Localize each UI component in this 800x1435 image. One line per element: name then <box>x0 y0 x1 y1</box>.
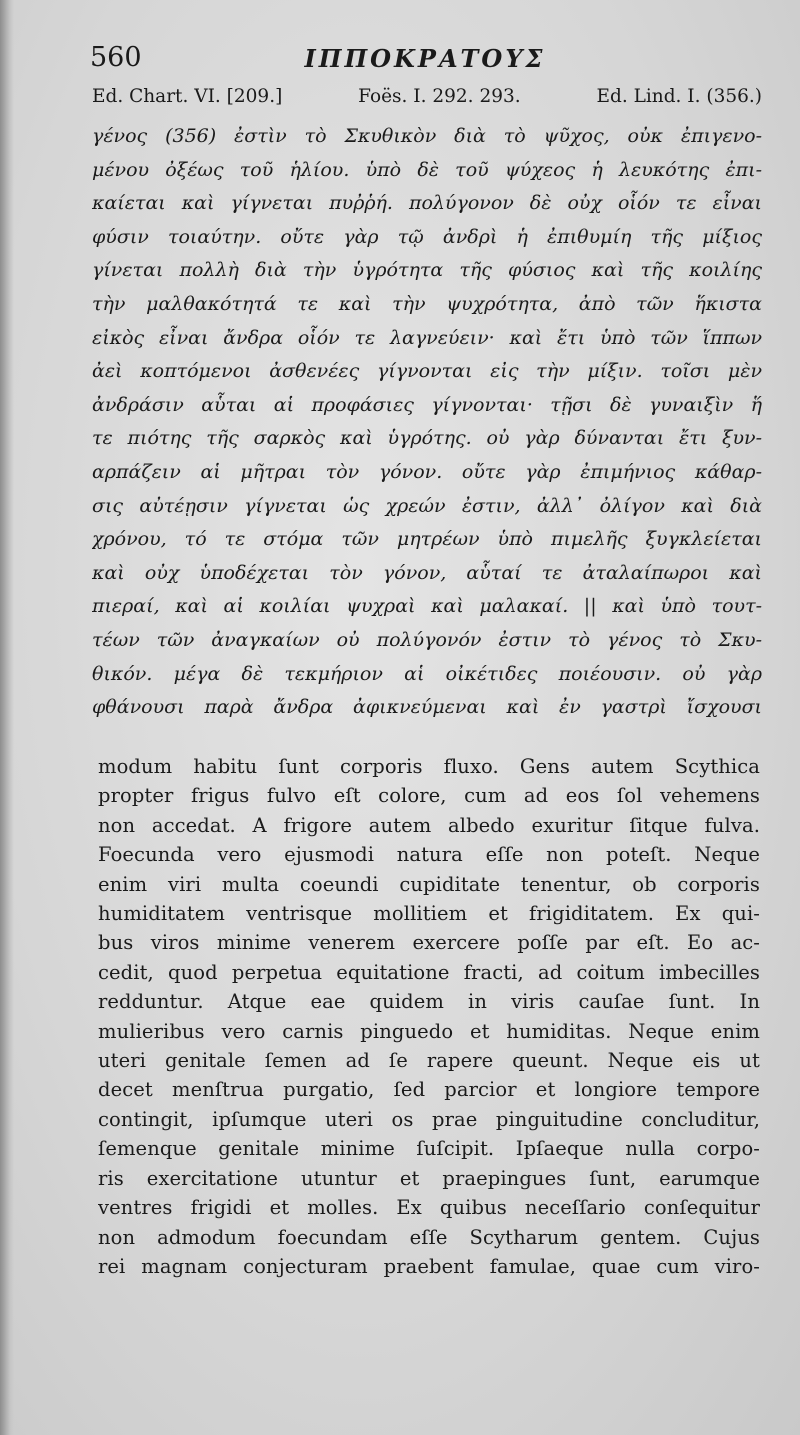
latin-text-line: modum habitu ſunt corporis fluxo. Gens autem Scythica <box>98 755 760 778</box>
latin-text-line: ventres frigidi et molles. Ex quibus neceſſario conſequitur <box>98 1196 760 1220</box>
latin-text-line: bus viros minime venerem exercere poſſe par eſt. Eo ac- <box>98 931 760 955</box>
latin-text-line: mulieribus vero carnis pinguedo et humiditas. Neque enim <box>98 1019 760 1043</box>
greek-text-line: μένου ὀξέως τοῦ ἡλίου. ὑπὸ δὲ τοῦ ψύχεος ἡ λευκότης ἐπι- <box>92 158 762 181</box>
latin-text-line: decet menſtrua purgatio, ſed parcior et longiore tempore <box>98 1078 760 1102</box>
greek-text-line: χρόνου, τό τε στόμα τῶν μητρέων ὑπὸ πιμελῆς ξυγκλείεται <box>92 528 762 551</box>
greek-text-line: φθάνουσι παρὰ ἄνδρα ἀφικνεύμεναι καὶ ἐν γαστρὶ ἴσχουσι <box>92 696 762 719</box>
latin-text-line: ris exercitatione utuntur et praepingues ſunt, earumque <box>98 1166 760 1190</box>
latin-text-line: non admodum foecundam eſſe Scytharum gentem. Cujus <box>98 1225 760 1249</box>
latin-text-line: redduntur. Atque eae quidem in viris cauſae ſunt. In <box>98 990 760 1014</box>
greek-text-line: γένος (356) ἐστὶν τὸ Σκυθικὸν διὰ τὸ ψῦχος, οὐκ ἐπιγενο- <box>92 125 762 147</box>
latin-text-line: uteri genitale ſemen ad ſe rapere queunt. Neque eis ut <box>98 1049 760 1073</box>
greek-text-line: καὶ οὐχ ὑποδέχεται τὸν γόνον, αὗταί τε ἀταλαίπωροι καὶ <box>92 561 762 584</box>
latin-text-line: contingit, ipſumque uteri os prae pinguitudine concluditur, <box>98 1107 760 1131</box>
greek-text-line: θικόν. μέγα δὲ τεκμήριον αἱ οἰκέτιδες ποιέουσιν. οὐ γὰρ <box>92 662 762 685</box>
greek-text-line: αρπάζειν αἱ μῆτραι τὸν γόνον. οὔτε γὰρ ἐπιμήνιος κάθαρ- <box>92 460 762 483</box>
page-number: 560 <box>90 42 142 73</box>
greek-text-line: σις αὐτέῃσιν γίγνεται ὡς χρεών ἐστιν, ἀλλ᾽ ὀλίγον καὶ διὰ <box>92 494 762 517</box>
latin-text-line: ſemenque genitale minime ſuſcipit. Ipſaeque nulla corpo- <box>98 1137 760 1161</box>
latin-text-line: humiditatem ventrisque mollitiem et frigiditatem. Ex qui- <box>98 902 760 926</box>
greek-text-line: φύσιν τοιαύτην. οὔτε γὰρ τῷ ἀνδρὶ ἡ ἐπιθυμίη τῆς μίξιος <box>92 225 762 248</box>
latin-text-block <box>98 752 760 1281</box>
ref-foes: Foës. I. 292. 293. <box>358 86 521 107</box>
greek-text-line: πιεραί, καὶ αἱ κοιλίαι ψυχραὶ καὶ μαλακαί. || καὶ ὑπὸ τουτ- <box>92 595 762 618</box>
greek-text-line: τέων τῶν ἀναγκαίων οὐ πολύγονόν ἐστιν τὸ γένος τὸ Σκυ- <box>92 628 762 651</box>
greek-text-line: τε πιότης τῆς σαρκὸς καὶ ὑγρότης. οὐ γὰρ δύνανται ἔτι ξυν- <box>92 427 762 450</box>
ref-linden: Ed. Lind. I. (356.) <box>596 86 762 107</box>
latin-text-line: non accedat. A frigore autem albedo exuritur ſitque fulva. <box>98 813 760 837</box>
greek-text-line: ἀνδράσιν αὗται αἱ προφάσιες γίγνονται· τῇσι δὲ γυναιξὶν ἥ <box>92 393 762 416</box>
running-title: ΙΠΠΟΚΡΑΤΟΥΣ <box>304 44 546 73</box>
latin-text-line: propter frigus fulvo eſt colore, cum ad eos ſol vehemens <box>98 784 760 808</box>
page-binding-shadow <box>0 0 14 1435</box>
greek-text-line: καίεται καὶ γίγνεται πυῤῥή. πολύγονον δὲ οὐχ οἷόν τε εἶναι <box>92 192 762 215</box>
latin-text-line: cedit, quod perpetua equitatione fracti, ad coitum imbecilles <box>98 960 760 984</box>
latin-text-line: rei magnam conjecturam praebent famulae, quae cum viro- <box>98 1254 760 1278</box>
edition-references <box>92 86 762 107</box>
greek-text-block <box>92 120 762 725</box>
greek-text-line: γίνεται πολλὴ διὰ τὴν ὑγρότητα τῆς φύσιος καὶ τῆς κοιλίης <box>92 259 762 282</box>
latin-text-line: Foecunda vero ejusmodi natura eſſe non poteſt. Neque <box>98 843 760 867</box>
greek-text-line: ἀεὶ κοπτόμενοι ἀσθενέες γίγνονται εἰς τὴν μίξιν. τοῖσι μὲν <box>92 360 762 383</box>
latin-text-line: enim viri multa coeundi cupiditate tenentur, ob corporis <box>98 872 760 896</box>
greek-text-line: εἰκὸς εἶναι ἄνδρα οἷόν τε λαγνεύειν· καὶ ἔτι ὑπὸ τῶν ἵππων <box>92 326 762 349</box>
ref-chartier: Ed. Chart. VI. [209.] <box>92 86 283 107</box>
greek-text-line: τὴν μαλθακότητά τε καὶ τὴν ψυχρότητα, ἀπὸ τῶν ἥκιστα <box>92 292 762 315</box>
page-header <box>90 42 760 82</box>
